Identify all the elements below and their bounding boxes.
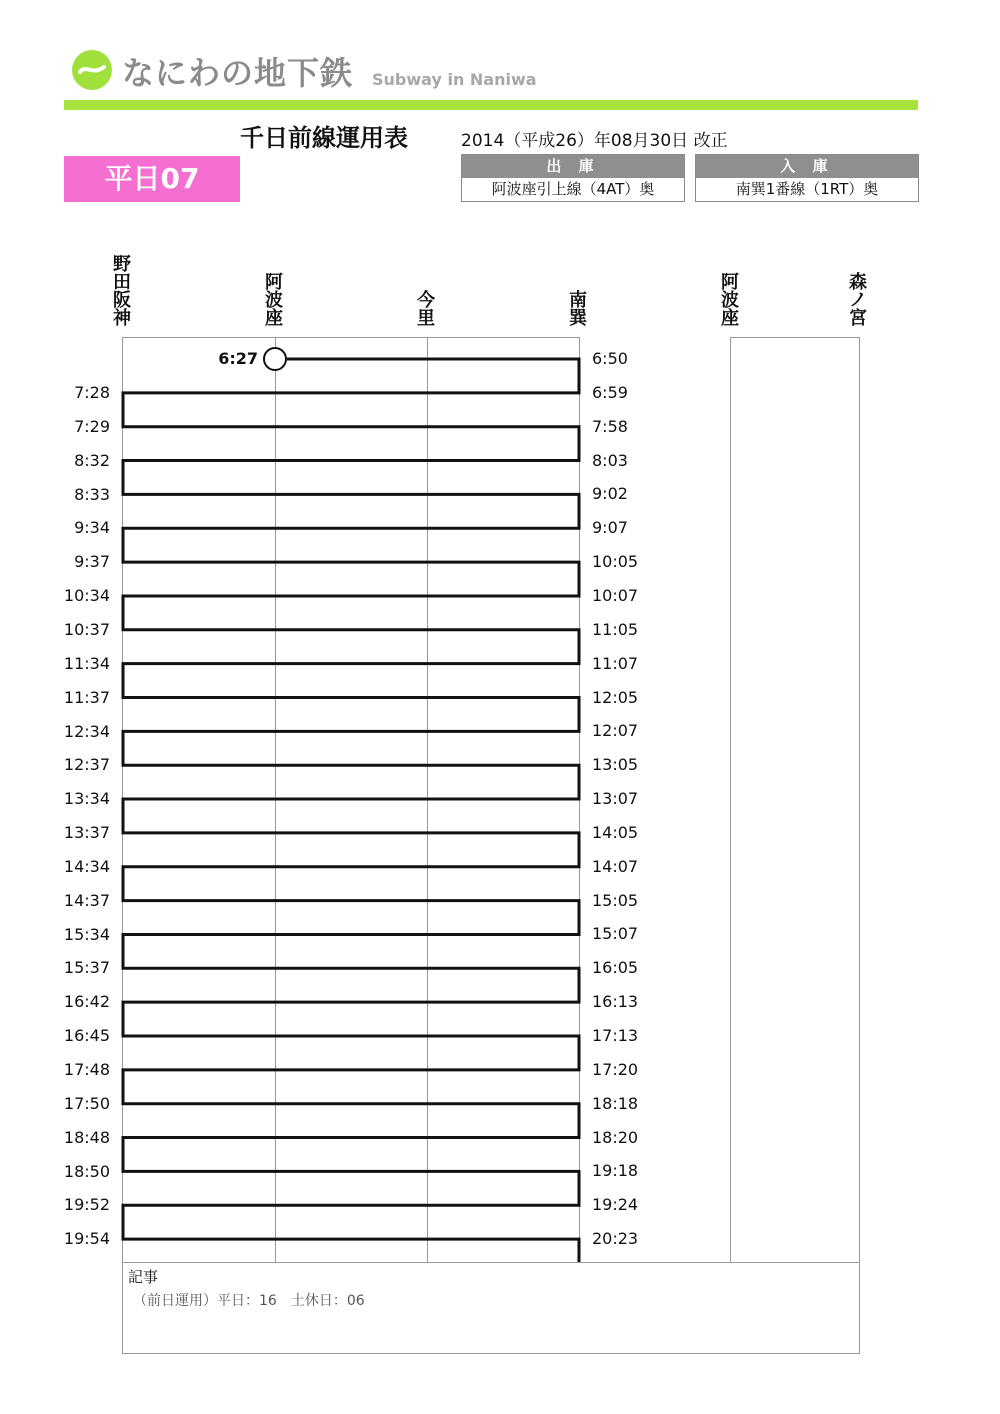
diagram-frame — [122, 337, 580, 1262]
left-time-label: 8:33 — [74, 484, 110, 504]
station-header: 阿波座 — [265, 272, 283, 329]
page-title: 千日前線運用表 — [240, 124, 408, 152]
station-header: 今里 — [417, 290, 435, 329]
right-time-label: 10:07 — [592, 585, 639, 605]
station-gridline — [275, 338, 276, 1262]
right-time-label: 12:07 — [592, 721, 639, 741]
right-time-label: 18:18 — [592, 1093, 639, 1113]
right-time-label: 16:05 — [592, 958, 639, 978]
brand-name: なにわの地下鉄 — [122, 54, 354, 92]
right-time-label: 19:24 — [592, 1195, 639, 1215]
left-time-label: 10:37 — [63, 619, 110, 639]
right-time-label: 20:23 — [592, 1229, 639, 1249]
left-time-label: 8:32 — [74, 450, 110, 470]
right-time-label: 7:58 — [592, 416, 628, 436]
depot-out-box — [461, 154, 685, 202]
right-time-label: 9:02 — [592, 484, 628, 504]
right-time-label: 17:13 — [592, 1026, 639, 1045]
notes-label: 記事 — [128, 1268, 159, 1286]
depot-out-label: 出 庫 — [462, 155, 684, 178]
left-time-label: 13:37 — [63, 823, 110, 843]
left-time-label: 9:34 — [74, 518, 110, 538]
left-time-label: 17:50 — [63, 1093, 110, 1113]
left-time-label: 10:34 — [63, 586, 110, 606]
logo-icon — [72, 50, 112, 90]
left-time-label: 18:48 — [63, 1127, 110, 1147]
secondary-frame — [730, 337, 860, 1262]
right-time-label: 15:07 — [592, 924, 639, 944]
right-time-label: 18:20 — [592, 1127, 639, 1147]
left-time-label: 13:34 — [63, 789, 110, 809]
left-time-label: 15:34 — [63, 924, 110, 944]
notes-text: （前日運用）平日：16 土休日：06 — [133, 1293, 365, 1309]
right-time-label: 13:07 — [592, 789, 639, 809]
station-header: 野田阪神 — [113, 254, 131, 329]
left-time-label: 18:50 — [63, 1161, 110, 1181]
right-time-label: 15:05 — [592, 890, 639, 910]
left-time-label: 7:28 — [74, 383, 110, 402]
left-time-label: 14:37 — [63, 890, 110, 910]
header-rule — [64, 100, 918, 110]
left-time-label: 19:52 — [63, 1195, 110, 1215]
right-time-label: 10:05 — [592, 552, 639, 572]
station-header: 阿波座 — [721, 272, 739, 329]
right-time-label: 17:20 — [592, 1059, 639, 1079]
left-time-label: 16:45 — [63, 1026, 110, 1046]
start-time: 6:27 — [218, 349, 258, 368]
right-time-label: 8:03 — [592, 450, 628, 470]
right-time-label: 14:07 — [592, 856, 639, 876]
right-time-label: 19:18 — [592, 1161, 639, 1181]
left-time-label: 16:42 — [63, 992, 110, 1012]
right-time-label: 6:50 — [592, 349, 628, 368]
depot-in-label: 入 庫 — [696, 155, 918, 178]
left-time-label: 9:37 — [74, 552, 110, 572]
left-time-label: 15:37 — [63, 958, 110, 978]
depot-out-value: 阿波座引上線（4AT）奥 — [491, 180, 655, 198]
station-header: 森ノ宮 — [849, 272, 867, 329]
right-time-label: 13:05 — [592, 755, 639, 775]
station-gridline — [427, 338, 428, 1262]
day-badge: 平日07 — [64, 156, 240, 202]
right-time-label: 11:05 — [592, 619, 639, 639]
left-time-label: 12:37 — [63, 755, 110, 775]
right-time-label: 12:05 — [592, 687, 639, 707]
brand-subtitle: Subway in Naniwa — [372, 70, 537, 89]
left-time-label: 11:37 — [63, 687, 110, 707]
left-time-label: 17:48 — [63, 1060, 110, 1079]
left-time-label: 12:34 — [63, 721, 110, 741]
left-time-label: 7:29 — [74, 416, 110, 436]
left-time-label: 19:54 — [63, 1229, 110, 1249]
notes-box — [122, 1262, 860, 1354]
depot-in-value: 南巽1番線（1RT）奥 — [735, 180, 879, 198]
right-time-label: 6:59 — [592, 382, 628, 402]
depot-in-box — [695, 154, 919, 202]
right-time-label: 9:07 — [592, 518, 628, 538]
station-header: 南巽 — [569, 290, 587, 329]
revision-date: 2014（平成26）年08月30日 改正 — [461, 131, 728, 151]
right-time-label: 14:05 — [592, 822, 639, 842]
left-time-label: 14:34 — [63, 856, 110, 876]
left-time-label: 11:34 — [63, 653, 110, 673]
right-time-label: 11:07 — [592, 653, 639, 673]
right-time-label: 16:13 — [592, 992, 639, 1012]
